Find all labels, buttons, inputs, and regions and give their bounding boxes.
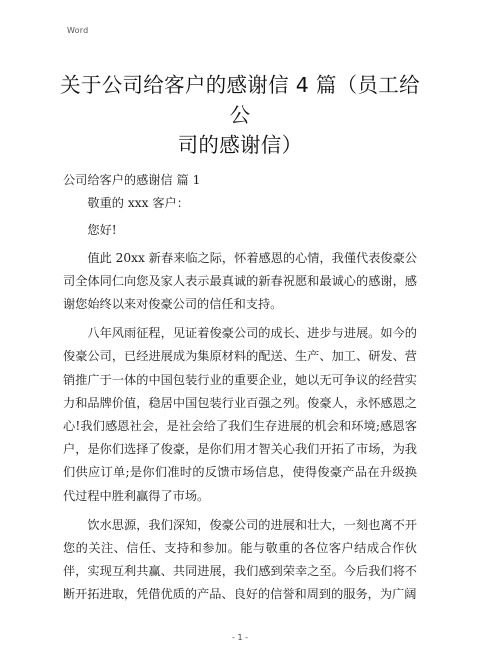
greeting: 您好!	[87, 223, 117, 238]
page-number: - 1 -	[232, 633, 248, 642]
app-label: Word	[67, 26, 89, 35]
salutation: 敬重的 xxx 客户：	[87, 196, 189, 211]
document-title	[60, 70, 420, 160]
section-heading: 公司给客户的感谢信 篇 1	[63, 173, 201, 187]
paragraph-2: 八年风雨征程，见证着俊豪公司的成长、进步与进展。如今的俊豪公司，已经进展成为集原材料的配送、生产、加工、研发、营销推广于一体的中国包装行业的重要企业，她以无可争议的经营实力和品牌价值，稳居中国包装行业百强之列。俊豪人，永怀感恩之心!我们感恩社会，是社会给了我们生存进展的机会和环境;感恩客户，是你们选择了俊豪，是你们用才智关心我们开拓了市场，为我们供应订单;是你们准时的反馈市场信息，使得俊豪产品在升级换代过程中胜利赢得了市场。	[63, 326, 417, 503]
title-line-1: 关于公司给客户的感谢信 4 篇（员工给公	[60, 73, 420, 127]
paragraph-1: 值此 20xx 新春来临之际，怀着感恩的心情，我僅代表俊豪公司全体同仁向您及家人表示最真诚的新春祝愿和最诚心的感谢，感谢您始终以来对俊豪公司的信任和支持。	[63, 250, 417, 312]
title-line-2: 司的感谢信）	[177, 133, 303, 157]
document-body	[63, 169, 417, 607]
paragraph-3: 饮水思源，我们深知，俊豪公司的进展和壮大，一刻也离不开您的关注、信任、支持和参加。能与敬重的各位客户结成合作伙伴，实现互利共赢、共同进展，我们感到荣幸之至。今后我们将不断开拓进取，凭借优质的产品、良好的信誉和周到的服务，为广阔	[63, 517, 417, 602]
